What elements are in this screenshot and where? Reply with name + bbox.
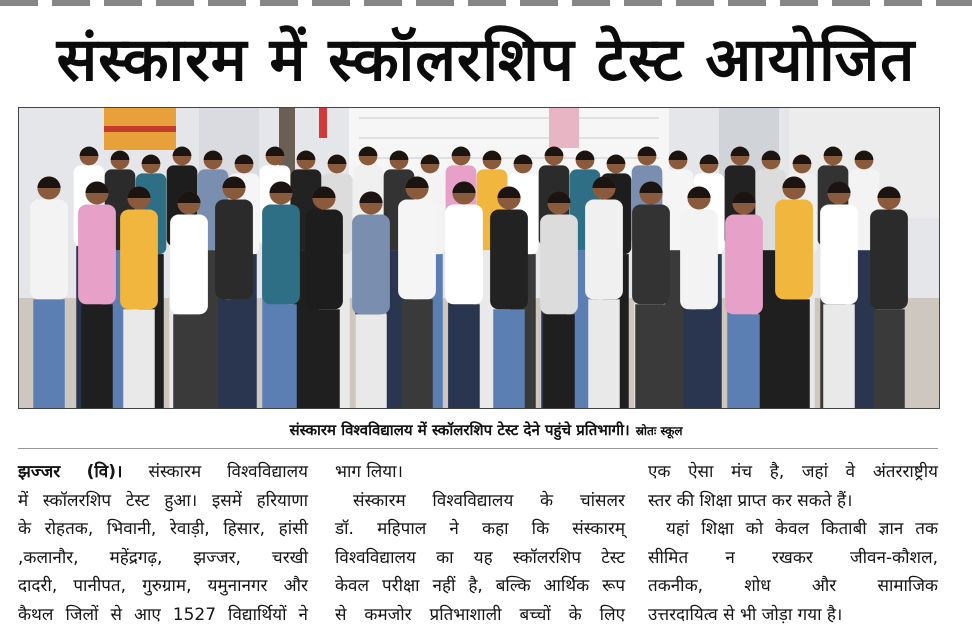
article-line: उत्तरदायित्व से भी जोड़ा गया है। [648,604,843,625]
person-silhouette [540,191,578,408]
person-silhouette [870,186,908,408]
article-line: एक ऐसा मंच है, जहां वे अंतरराष्ट्रीय [648,462,938,482]
person-silhouette [680,186,718,408]
person-silhouette [820,181,858,408]
caption-divider [18,448,938,449]
person-silhouette [775,176,813,408]
article-line: केवल परीक्षा नहीं है, बल्कि आर्थिक रूप [335,576,625,596]
article-line: में स्कॉलरशिप टेस्ट हुआ। इसमें हरियाणा [18,490,308,511]
article-column-1 [18,458,308,629]
person-silhouette [352,191,390,408]
article-line: कैथल जिलों से आए 1527 विद्यार्थियों ने [18,604,308,625]
group-photo-illustration [19,108,939,408]
person-silhouette [305,186,343,408]
article-line: डॉ. महिपाल ने कहा कि संस्कारम् [335,519,625,539]
article-line: दादरी, पानीपत, गुरुग्राम, यमुनानगर और [18,576,308,596]
person-silhouette [585,176,623,408]
person-silhouette [490,186,528,408]
person-silhouette [30,176,68,408]
article-line: ,कलानौर, महेंद्रगढ़, झज्जर, चरखी [18,547,308,568]
article-column-2 [335,458,625,629]
article-line: के रोहतक, भिवानी, रेवाड़ी, हिसार, हांसी [18,519,308,539]
person-silhouette [170,191,208,408]
person-silhouette [632,181,670,408]
group-photo [18,107,940,409]
article-line: सीमित न रखकर जीवन-कौशल, [648,547,938,568]
article-line: स्तर की शिक्षा प्राप्त कर सकते हैं। [648,490,853,511]
person-silhouette [120,186,158,408]
dateline: झज्जर (वि)। [18,462,123,482]
article-line: विश्वविद्यालय का यह स्कॉलरशिप टेस्ट [335,547,625,568]
person-silhouette [398,176,436,408]
person-silhouette [262,181,300,408]
article-line: से कमजोर प्रतिभाशाली बच्चों के लिए [335,604,625,625]
person-silhouette [725,191,763,408]
headline: संस्कारम में स्कॉलरशिप टेस्ट आयोजित [56,25,916,95]
article-column-3 [648,458,938,629]
person-silhouette [78,181,116,408]
person-silhouette [215,176,253,408]
article-line: भाग लिया। [335,462,403,482]
article-line: झज्जर (वि)। संस्कारम विश्वविद्यालय [18,462,308,482]
caption-source: स्रोतः स्कूल [635,424,683,438]
photo-caption [0,420,972,440]
article-line: यहां शिक्षा को केवल किताबी ज्ञान तक [666,519,938,539]
person-silhouette [445,181,483,408]
clipping-top-edge [0,0,972,6]
article-line: तकनीक, शोध और सामाजिक [648,576,938,596]
caption-text: संस्कारम विश्वविद्यालय में स्कॉलरशिप टेस्ट देने पहुंचे प्रतिभागी। [289,421,630,439]
article-line: संस्कारम विश्वविद्यालय के चांसलर [353,490,625,511]
